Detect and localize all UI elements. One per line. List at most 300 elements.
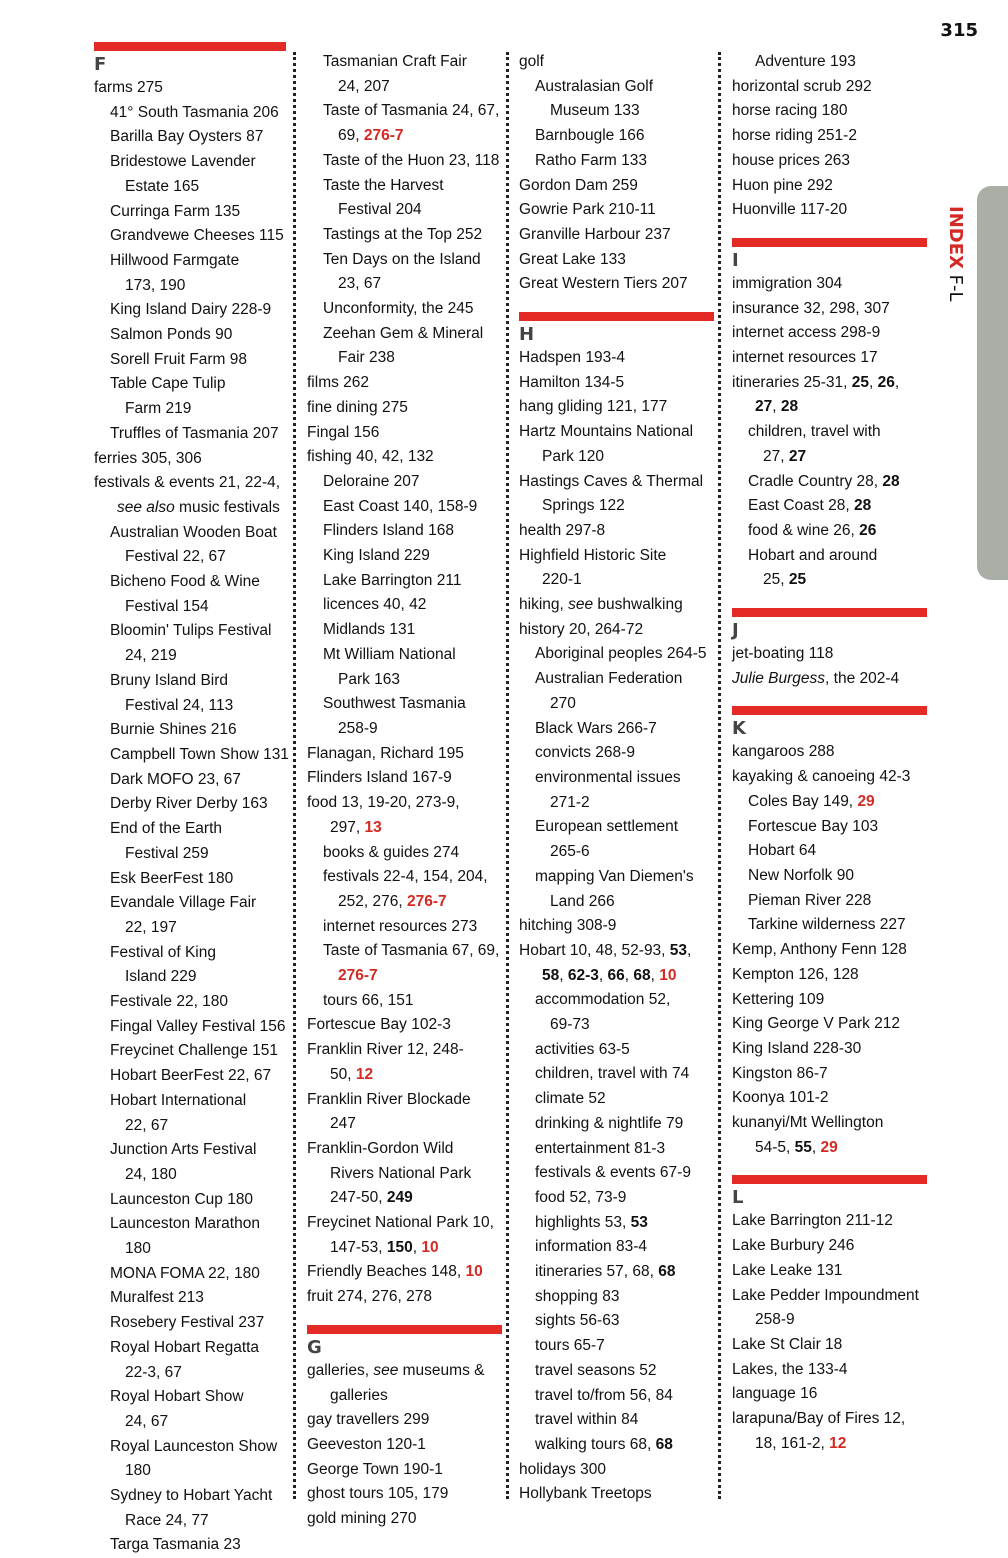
index-subentry [519, 1087, 714, 1112]
section-divider-bar [732, 706, 927, 715]
index-entry [732, 297, 927, 322]
entry-text: larapuna/Bay of Fires 12, [732, 1410, 906, 1428]
index-entry [307, 445, 502, 470]
entry-text: Launceston Marathon [110, 1215, 260, 1233]
index-subentry [307, 569, 502, 594]
index-subentry [94, 1484, 286, 1509]
index-entry [307, 1260, 502, 1285]
index-subentry [307, 470, 502, 495]
index-subentry [307, 618, 502, 643]
entry-text: 23, 67 [338, 275, 382, 293]
index-subentry [307, 297, 502, 322]
section-letter: H [519, 324, 535, 346]
index-subentry [94, 372, 286, 397]
entry-text: Hobart 10, 48, 52-93, [519, 941, 670, 959]
entry-text: Hadspen 193-4 [519, 349, 625, 367]
index-subentry [732, 519, 927, 544]
entry-text: Adventure 193 [755, 53, 856, 70]
entry-text: 270 [550, 694, 576, 712]
index-entry [732, 1382, 927, 1407]
bold-page-ref: 26 [877, 373, 895, 391]
entry-text: Festival 204 [338, 201, 422, 219]
entry-text: food & wine 26, [748, 521, 860, 539]
entry-text: kangaroos 288 [732, 743, 835, 761]
entry-text: Park 163 [338, 670, 401, 688]
entry-text: climate 52 [535, 1090, 606, 1108]
index-subentry [94, 422, 286, 447]
entry-text: Taste the Harvest [323, 176, 444, 194]
entry-text: Festival of King [110, 943, 216, 961]
entry-text: Bloomin' Tulips Festival [110, 622, 272, 640]
entry-text: Pieman River 228 [748, 891, 872, 909]
index-subentry [94, 941, 286, 966]
entry-text: Campbell Town Show 131 [110, 745, 289, 763]
index-entry-continuation [94, 1410, 286, 1435]
entry-text: horizontal scrub 292 [732, 77, 872, 95]
entry-text: hiking, [519, 596, 569, 614]
index-subentry [307, 149, 502, 174]
index-entry [519, 519, 714, 544]
entry-text: Great Western Tiers 207 [519, 275, 688, 293]
section-letter: J [732, 620, 739, 642]
index-entry [732, 1012, 927, 1037]
index-entry [732, 765, 927, 790]
index-entry [307, 396, 502, 421]
index-subentry [732, 544, 927, 569]
index-entry-continuation [732, 1308, 927, 1333]
entry-text: King Island 229 [323, 547, 430, 565]
entry-text: Freycinet Challenge 151 [110, 1042, 279, 1060]
entry-text: immigration 304 [732, 274, 843, 292]
index-subentry [519, 1260, 714, 1285]
index-subentry [519, 1359, 714, 1384]
index-entry-continuation [519, 791, 714, 816]
index-entry [732, 149, 927, 174]
entry-text: bushwalking [593, 596, 683, 614]
entry-text: galleries, [307, 1361, 374, 1379]
index-entry-continuation [732, 1136, 927, 1161]
index-subentry [732, 470, 927, 495]
index-entry-continuation [94, 545, 286, 570]
entry-text: food 52, 73-9 [535, 1188, 627, 1206]
index-subentry [519, 149, 714, 174]
index-subentry [732, 815, 927, 840]
entry-text: licences 40, 42 [323, 596, 427, 614]
index-entry-continuation [94, 595, 286, 620]
entry-text: Festival 154 [125, 597, 209, 615]
bold-page-ref: 27 [755, 398, 773, 416]
entry-text: 173, 190 [125, 276, 186, 294]
map-page-ref: 276-7 [363, 127, 404, 145]
entry-text: , the 202-4 [825, 669, 900, 687]
section-divider-bar [94, 42, 286, 51]
entry-text: Lake Leake 131 [732, 1261, 843, 1279]
section-gap [519, 297, 714, 312]
bold-page-ref: 25 [851, 373, 870, 391]
section-gap [732, 691, 927, 706]
entry-text: Lake Barrington 211-12 [732, 1212, 893, 1230]
section-divider-bar [732, 238, 927, 247]
index-entry [519, 1482, 714, 1507]
index-entry [732, 667, 927, 692]
index-entry-continuation [519, 840, 714, 865]
entry-text: Australasian Golf [535, 77, 654, 95]
entry-text: Mt William National [323, 645, 456, 663]
bold-page-ref: 28 [853, 497, 872, 515]
entry-text: travel within 84 [535, 1411, 639, 1429]
entry-text: Evandale Village Fair [110, 894, 257, 912]
index-entry [519, 618, 714, 643]
section-gap [732, 593, 927, 608]
index-entry-continuation [307, 1162, 502, 1187]
index-subentry [732, 790, 927, 815]
entry-text: 25, [763, 571, 789, 589]
entry-text: jet-boating 118 [732, 645, 834, 663]
entry-text: 247-50, [330, 1189, 387, 1207]
index-entry-continuation [94, 274, 286, 299]
entry-text: history 20, 264-72 [519, 620, 644, 638]
entry-text: 27, [763, 447, 789, 465]
entry-text: Barnbougle 166 [535, 127, 645, 145]
entry-text: Midlands 131 [323, 621, 416, 639]
index-entry [732, 642, 927, 667]
entry-text: Fingal 156 [307, 423, 380, 441]
index-subentry [94, 570, 286, 595]
entry-text: sights 56-63 [535, 1312, 620, 1330]
entry-text: Franklin River Blockade [307, 1090, 471, 1108]
entry-text: Fingal Valley Festival 156 [110, 1017, 286, 1035]
entry-text: , [624, 966, 634, 984]
index-subentry [519, 741, 714, 766]
index-entry [519, 420, 714, 445]
entry-text: Springs 122 [542, 497, 625, 515]
index-subentry [519, 1235, 714, 1260]
entry-text: Huon pine 292 [732, 176, 833, 194]
index-subentry [519, 1038, 714, 1063]
index-subentry [519, 815, 714, 840]
entry-text: children, travel with [748, 423, 881, 441]
index-entry-continuation [732, 395, 927, 420]
index-entry [307, 1285, 502, 1310]
entry-text: Bruny Island Bird [110, 671, 229, 689]
index-subentry [307, 544, 502, 569]
entry-text: Festival 22, 67 [125, 548, 226, 566]
index-entry [307, 1211, 502, 1236]
entry-text: Island 229 [125, 968, 197, 986]
entry-text: ghost tours 105, 179 [307, 1485, 449, 1503]
entry-text: 24, 67 [125, 1412, 169, 1430]
index-entry [94, 76, 286, 101]
index-subentry [519, 1309, 714, 1334]
index-entry [519, 371, 714, 396]
index-entry [307, 421, 502, 446]
entry-text: see [373, 1361, 399, 1379]
entry-text: Tasmanian Craft Fair [323, 53, 467, 70]
entry-text: Lake St Clair 18 [732, 1335, 843, 1353]
index-subentry [732, 839, 927, 864]
entry-text: Huonville 117-20 [732, 201, 848, 219]
section-letter: F [94, 54, 107, 75]
index-column-1 [94, 42, 289, 1558]
entry-text: , [598, 966, 608, 984]
entry-text: King Island 228-30 [732, 1039, 862, 1057]
index-entry-continuation [94, 1509, 286, 1534]
entry-text: Targa Tasmania 23 [110, 1536, 241, 1554]
index-subentry [519, 1112, 714, 1137]
index-subentry [94, 743, 289, 768]
entry-text: golf [519, 53, 544, 70]
column-separator [718, 52, 721, 1499]
index-entry-continuation [94, 1361, 286, 1386]
entry-text: , [650, 966, 660, 984]
entry-text: museums & [398, 1361, 485, 1379]
section-letter: G [307, 1336, 322, 1358]
map-page-ref: 10 [421, 1238, 439, 1256]
index-entry [94, 447, 286, 472]
entry-text: Dark MOFO 23, 67 [110, 770, 241, 788]
bold-page-ref: 28 [780, 398, 799, 416]
map-page-ref: 276-7 [406, 892, 447, 910]
index-entry [732, 1284, 927, 1309]
index-subentry [519, 865, 714, 890]
entry-text: Franklin-Gordon Wild [307, 1139, 454, 1157]
index-subentry [307, 841, 502, 866]
index-entry-continuation [307, 1063, 502, 1088]
index-subentry [94, 323, 286, 348]
index-entry [732, 1333, 927, 1358]
index-entry-continuation [519, 99, 714, 124]
entry-text: George Town 190-1 [307, 1460, 443, 1478]
map-page-ref: 12 [355, 1065, 374, 1083]
entry-text: itineraries 57, 68, [535, 1263, 659, 1281]
entry-text: European settlement [535, 818, 679, 836]
index-entry [307, 1482, 502, 1507]
index-entry [732, 272, 927, 297]
index-entry [519, 346, 714, 371]
entry-text: hitching 308-9 [519, 917, 617, 935]
entry-text: see also [117, 498, 175, 516]
index-subentry [94, 1089, 286, 1114]
entry-text: Hollybank Treetops [519, 1485, 652, 1503]
entry-text: Hillwood Farmgate [110, 251, 240, 269]
entry-text: insurance 32, 298, 307 [732, 299, 890, 317]
entry-text: 69-73 [550, 1016, 590, 1034]
entry-text: accommodation 52, [535, 991, 671, 1009]
page-number: 315 [940, 20, 978, 41]
index-subentry [519, 717, 714, 742]
index-entry-continuation [94, 175, 286, 200]
index-entry-continuation [307, 964, 502, 989]
entry-text: Great Lake 133 [519, 250, 626, 268]
entry-text: Zeehan Gem & Mineral [323, 324, 484, 342]
index-column-2 [307, 50, 502, 1532]
index-entry [307, 1433, 502, 1458]
entry-text: music festivals [174, 498, 280, 516]
entry-text: Hartz Mountains National [519, 423, 694, 441]
index-subentry [94, 867, 286, 892]
entry-text: 265-6 [550, 843, 590, 861]
index-entry [94, 471, 286, 496]
index-subentry [94, 521, 286, 546]
entry-text: travel to/from 56, 84 [535, 1386, 673, 1404]
index-subentry [307, 643, 502, 668]
index-subentry [94, 348, 286, 373]
entry-text: entertainment 81-3 [535, 1139, 666, 1157]
entry-text: 24, 180 [125, 1165, 177, 1183]
index-subentry [732, 913, 927, 938]
index-subentry [94, 990, 286, 1015]
section-divider-bar [732, 608, 927, 617]
entry-text: galleries [330, 1386, 388, 1404]
map-page-ref: 12 [829, 1434, 847, 1452]
index-subentry [732, 420, 927, 445]
index-subentry [94, 125, 286, 150]
index-entry-continuation [94, 694, 286, 719]
entry-text: 252, 276, [338, 892, 407, 910]
entry-text: Julie Burgess [732, 669, 826, 687]
entry-text: Derby River Derby 163 [110, 795, 268, 813]
entry-text: tours 65-7 [535, 1337, 605, 1355]
bold-page-ref: 62-3 [567, 966, 599, 984]
entry-text: convicts 268-9 [535, 744, 635, 762]
index-entry [732, 740, 927, 765]
index-subentry [519, 1433, 714, 1458]
entry-text: Ten Days on the Island [323, 250, 481, 268]
index-entry-continuation [94, 496, 286, 521]
entry-text: 247 [330, 1115, 356, 1133]
index-entry [519, 50, 714, 75]
bold-page-ref: 68 [633, 966, 651, 984]
index-entry [519, 544, 714, 569]
index-subentry [307, 99, 502, 124]
index-entry [307, 766, 502, 791]
index-subentry [307, 915, 502, 940]
entry-text: house prices 263 [732, 151, 851, 169]
index-entry-continuation [519, 964, 714, 989]
entry-text: Festivale 22, 180 [110, 993, 229, 1011]
index-subentry [519, 1285, 714, 1310]
entry-text: farms 275 [94, 79, 163, 96]
index-subentry [94, 1188, 286, 1213]
index-entry-continuation [307, 346, 502, 371]
entry-text: Hastings Caves & Thermal [519, 472, 704, 490]
entry-text: Bicheno Food & Wine [110, 573, 260, 591]
entry-text: 69, [338, 127, 364, 145]
index-entry-continuation [732, 1432, 927, 1457]
index-subentry [519, 1161, 714, 1186]
index-entry [519, 470, 714, 495]
entry-text: 258-9 [755, 1311, 795, 1329]
index-entry [732, 1259, 927, 1284]
entry-text: drinking & nightlife 79 [535, 1114, 684, 1132]
index-entry [307, 1013, 502, 1038]
index-entry-continuation [307, 1186, 502, 1211]
section-letter: I [732, 249, 739, 271]
index-entry [732, 99, 927, 124]
index-subentry [94, 298, 286, 323]
index-subentry [519, 1334, 714, 1359]
index-entry [732, 1407, 927, 1432]
entry-text: Curringa Farm 135 [110, 202, 241, 220]
entry-text: East Coast 140, 158-9 [323, 497, 478, 515]
index-entry-continuation [519, 1013, 714, 1038]
index-entry-continuation [519, 445, 714, 470]
index-subentry [519, 766, 714, 791]
index-entry-continuation [307, 816, 502, 841]
index-column-4 [732, 50, 927, 1456]
index-entry [519, 1458, 714, 1483]
entry-text: Gordon Dam 259 [519, 176, 638, 194]
index-entry [519, 395, 714, 420]
entry-text: Unconformity, the 245 [323, 300, 474, 318]
index-entry-continuation [94, 1459, 286, 1484]
bold-page-ref: 28 [882, 472, 900, 490]
index-entry [732, 938, 927, 963]
entry-text: environmental issues [535, 768, 681, 786]
entry-text: Australian Wooden Boat [110, 523, 277, 541]
index-subentry [94, 1286, 286, 1311]
entry-text: , [412, 1238, 422, 1256]
entry-text: Granville Harbour 237 [519, 225, 671, 243]
index-entry [519, 914, 714, 939]
section-letter: L [732, 1187, 744, 1209]
entry-text: King George V Park 212 [732, 1015, 901, 1033]
entry-text: children, travel with 74 [535, 1065, 690, 1083]
entry-text: , [559, 966, 568, 984]
index-entry-continuation [94, 916, 286, 941]
entry-text: Race 24, 77 [125, 1511, 209, 1529]
index-entry [732, 321, 927, 346]
map-page-ref: 276-7 [338, 967, 378, 985]
index-entry [519, 223, 714, 248]
entry-text: 41° South Tasmania 206 [110, 103, 279, 121]
index-subentry [519, 75, 714, 100]
index-entry-continuation [94, 1163, 286, 1188]
index-subentry [732, 889, 927, 914]
index-subentry [94, 619, 286, 644]
index-entry [732, 1086, 927, 1111]
index-entry-continuation [732, 50, 927, 75]
entry-text: Tarkine wilderness 227 [748, 916, 906, 934]
entry-text: horse racing 180 [732, 102, 848, 120]
index-subentry [519, 1384, 714, 1409]
bold-page-ref: 66 [607, 966, 625, 984]
index-entry [732, 1062, 927, 1087]
entry-text: Bridestowe Lavender [110, 153, 256, 171]
entry-text: films 262 [307, 374, 370, 392]
entry-text: 22, 67 [125, 1116, 169, 1134]
entry-text: Muralfest 213 [110, 1289, 204, 1307]
entry-text: Kempton 126, 128 [732, 965, 859, 983]
index-entry [307, 791, 502, 816]
entry-text: festivals & events 67-9 [535, 1164, 691, 1182]
entry-text: End of the Earth [110, 820, 223, 838]
entry-text: 147-53, [330, 1238, 387, 1256]
index-subentry [94, 1138, 286, 1163]
index-entry-continuation [94, 397, 286, 422]
index-subentry [519, 1062, 714, 1087]
index-subentry [519, 642, 714, 667]
index-subentry [94, 792, 286, 817]
section-divider-bar [519, 312, 714, 321]
entry-text: activities 63-5 [535, 1040, 630, 1058]
entry-text: mapping Van Diemen's [535, 867, 694, 885]
entry-text: Land 266 [550, 892, 615, 910]
index-entry [519, 939, 714, 964]
index-entry [519, 272, 714, 297]
entry-text: Kettering 109 [732, 990, 825, 1008]
entry-text: Fair 238 [338, 349, 395, 367]
